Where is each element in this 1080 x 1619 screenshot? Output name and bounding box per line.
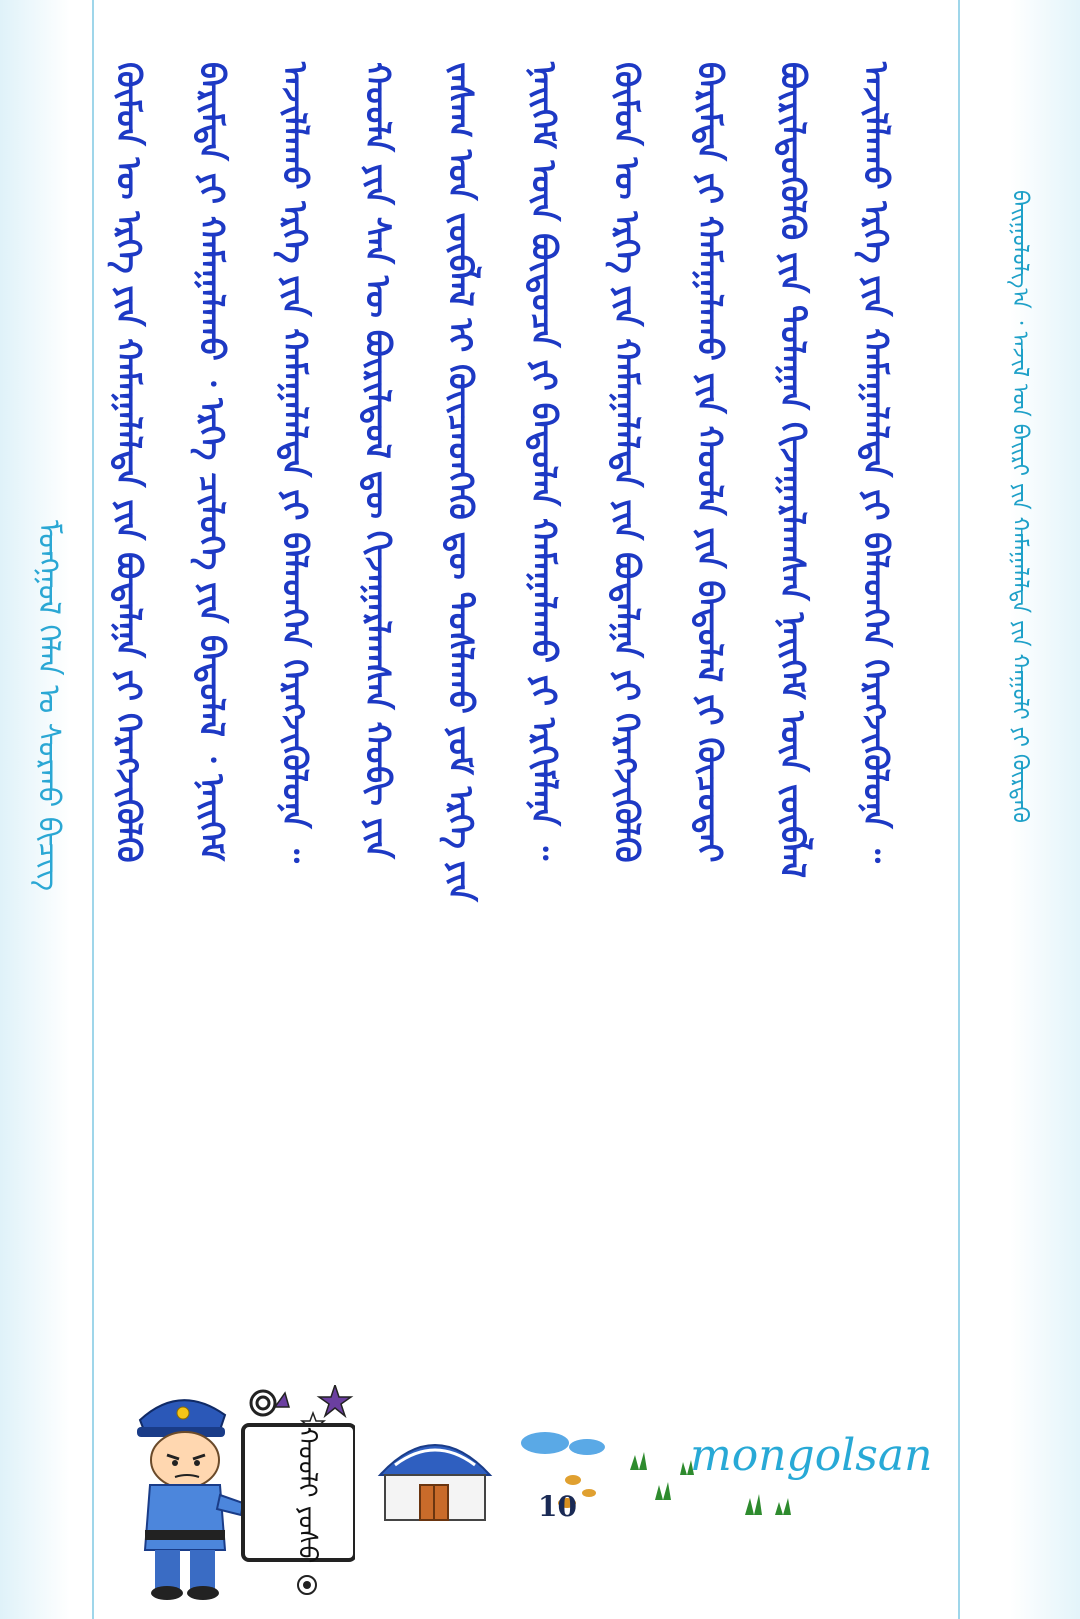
brand-logo-text: mongolsan bbox=[690, 1430, 933, 1481]
right-frame-line bbox=[958, 0, 960, 1619]
body-line: ᠠᠵᠢᠯᠯᠠᠬᠤ ᠡᠷᠬᠡ ᠶᠢᠨ ᠬᠠᠮᠠᠭᠠᠯᠠᠯᠲᠠ ᠶᠢ ᠪᠡᠯᠡᠳᠬᠡᠨ ᠬᠡᠷᠡᠭᠵᠢᠭᠦᠯᠦᠨᠡ ᠃ bbox=[855, 62, 895, 863]
body-line: ᠪᠠᠷᠢᠮᠲᠠ ᠶᠢ ᠬᠠᠮᠠᠭᠠᠯᠠᠬᠤ ᠶᠢᠨ ᠬᠣᠣᠯᠠ ᠶᠢᠨ ᠪᠠᠲᠤᠯᠠᠯ ᠶᠢ ᠬᠦᠴᠦᠳᠡᠢ bbox=[689, 62, 729, 863]
body-line: ᠨᠡᠢᠭᠡᠮ ᠦᠨ ᠪᠦᠲᠦᠴᠡ ᠶᠢ ᠪᠠᠲᠤᠯᠠᠨ ᠬᠠᠮᠠᠭᠠᠯᠠᠬᠤ ᠶᠢ ᠡᠷᠬᠢᠮᠯᠡᠨᠡ ᠃ bbox=[523, 62, 563, 861]
body-line: ᠬᠦᠮᠦᠨ ᠦ ᠡᠷᠬᠡ ᠶᠢᠨ ᠬᠠᠮᠠᠭᠠᠯᠠᠯᠲᠠ ᠶᠢᠨ ᠪᠤᠳᠠᠯᠭᠠ ᠶᠢ ᠬᠡᠷᠡᠭᠵᠢᠭᠦᠯᠬᠦ bbox=[606, 62, 646, 863]
grass-icon bbox=[740, 1480, 800, 1520]
page-number: 10 bbox=[538, 1490, 577, 1523]
running-title: ᠮᠣᠩᠭᠣᠯ ᠬᠡᠯᠡᠨ ᠤ ᠰᠤᠷᠬᠤ ᠪᠢᠴᠢᠭ bbox=[31, 520, 66, 892]
yurt-illustration bbox=[375, 1420, 495, 1530]
body-line: ᠬᠦᠮᠦᠨ ᠦ ᠡᠷᠬᠡ ᠶᠢᠨ ᠬᠠᠮᠠᠭᠠᠯᠠᠯᠲᠠ ᠶᠢᠨ ᠪᠤᠳᠠᠯᠭᠠ ᠶᠢ ᠬᠡᠷᠡᠭᠵᠢᠭᠦᠯᠬᠦ bbox=[108, 62, 148, 863]
footer-note: ᠪᠠᠢᠭᠤᠯᠤᠯᠭ᠎ᠠ ᠂ ᠠᠵᠢᠯ ᠤᠨ ᠪᠠᠢᠷᠢ ᠶᠢᠨ ᠬᠠᠮᠠᠭᠠᠯᠠᠯᠲᠠ ᠶᠢᠨ ᠬᠠᠭᠤᠯᠢ ᠶᠢ ᠬᠦᠷᠲᠡᠬᠦ bbox=[1007, 190, 1032, 823]
body-line: ᠠᠵᠢᠯᠯᠠᠬᠤ ᠡᠷᠬᠡ ᠶᠢᠨ ᠬᠠᠮᠠᠭᠠᠯᠠᠯᠲᠠ ᠶᠢ ᠪᠡᠯᠡᠳᠬᠡᠨ ᠬᠡᠷᠡᠭᠵᠢᠭᠦᠯᠦᠨᠡ ᠃ bbox=[274, 62, 314, 863]
body-line: ᠬᠣᠣᠯᠠ ᠶᠢᠨ ᠰᠠᠨ ᠦ ᠪᠦᠷᠢᠯᠳᠦᠯ ᠳᠦ ᠬᠢᠵᠠᠭᠠᠷᠯᠠᠭᠰᠠᠨ ᠬᠤᠪᠢ ᠶᠢᠨ bbox=[357, 62, 397, 859]
body-line: ᠪᠦᠷᠢᠯᠳᠦᠭᠦᠯᠬᠦ ᠶᠢᠨ ᠲᠤᠯᠠᠭᠠᠨ ᠬᠢᠵᠠᠭᠠᠷᠯᠠᠭᠰᠠᠨ ᠨᠡᠢᠭᠡᠮ ᠦᠨ ᠵᠥᠪᠯᠡᠯ bbox=[772, 62, 812, 879]
body-line: ᠪᠠᠷᠢᠮᠲᠠ ᠶᠢ ᠬᠠᠮᠠᠭᠠᠯᠠᠬᠤ ᠂ ᠡᠷᠬᠡ ᠴᠢᠯᠦᠭᠡ ᠶᠢᠨ ᠪᠠᠲᠤᠯᠠᠯ ᠂ ᠨᠡᠢᠭᠡᠮ bbox=[191, 62, 231, 862]
body-line: ᠵᠠᠰᠠᠭ ᠤᠨ ᠵᠥᠪᠯᠡᠯ ᠢ ᠭᠦᠢᠴᠡᠳᠬᠡᠬᠦ ᠳᠦ ᠲᠤᠰᠯᠠᠬᠤ ᠶᠤᠮ ᠡᠷᠬᠡ ᠶᠢᠨ bbox=[440, 62, 480, 902]
sign-text: ᠬᠤᠤᠯᠢ ᠶᠣᠰᠤ bbox=[292, 1426, 322, 1564]
policeman-illustration bbox=[125, 1385, 355, 1605]
left-frame-line bbox=[92, 0, 94, 1619]
